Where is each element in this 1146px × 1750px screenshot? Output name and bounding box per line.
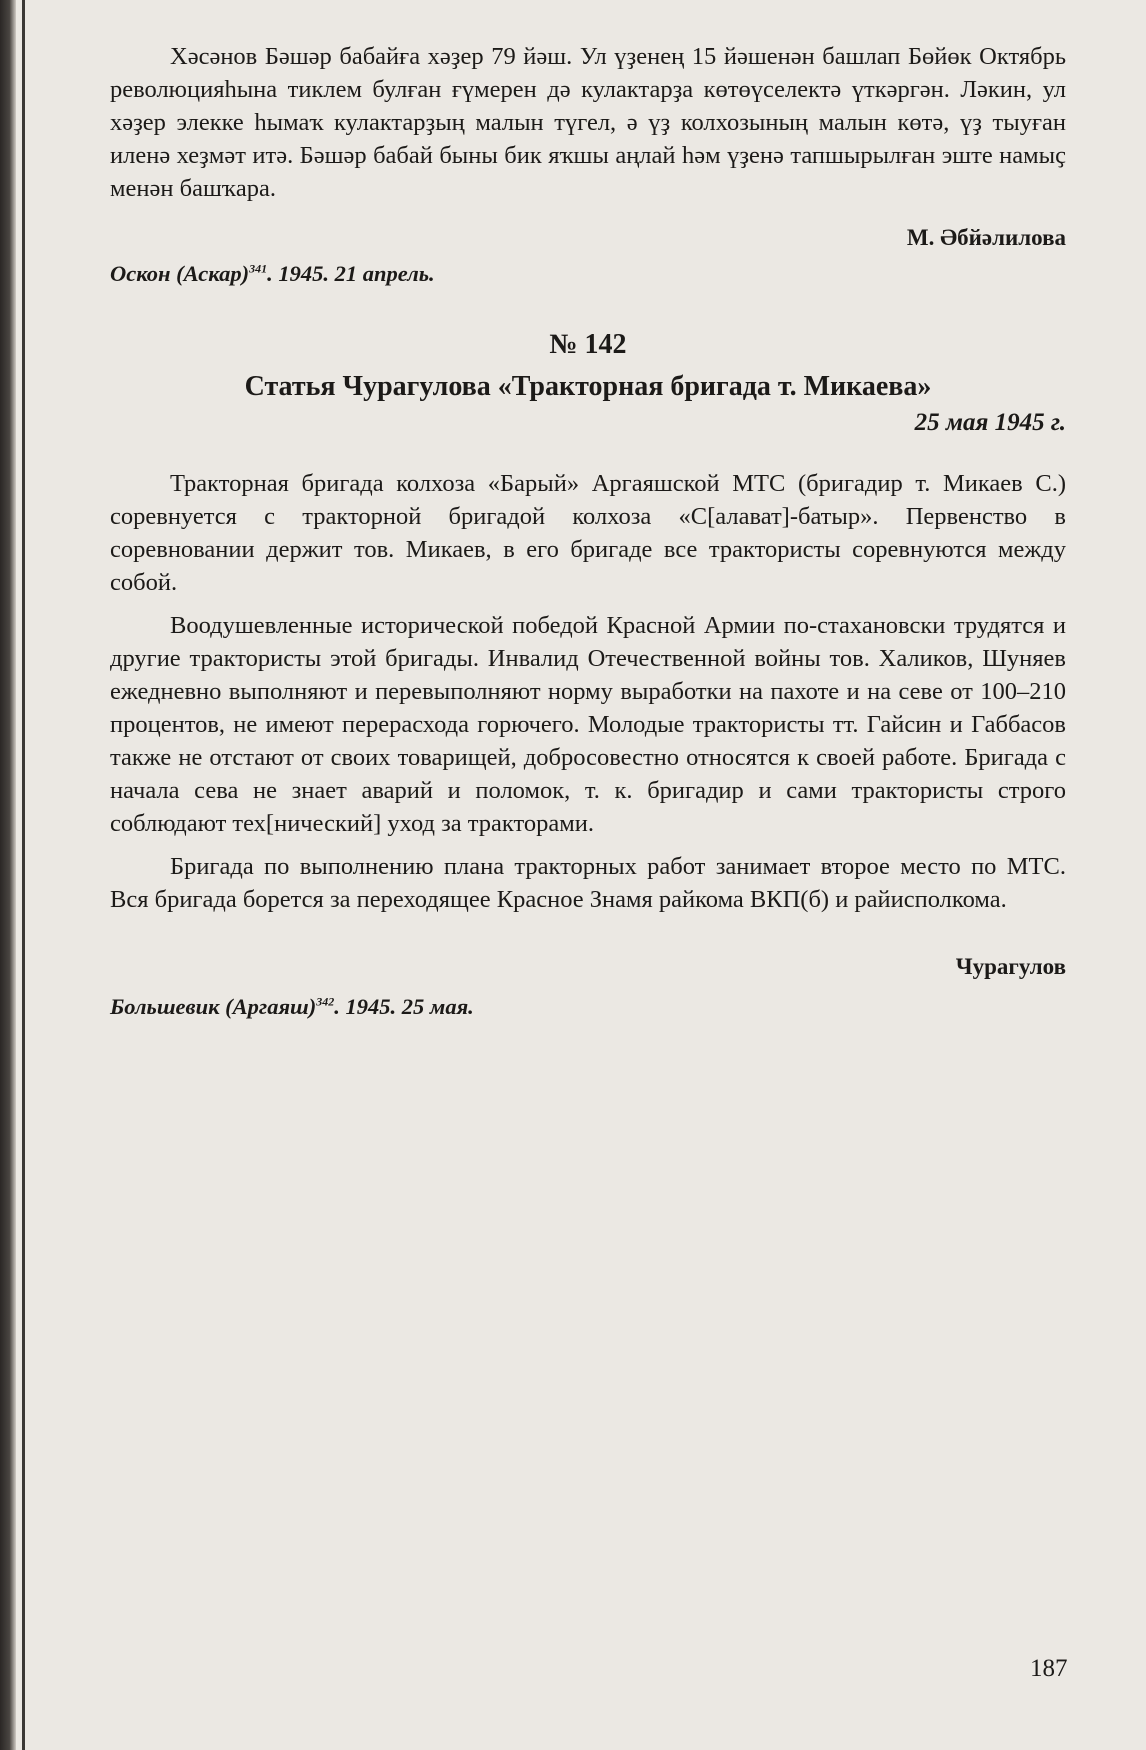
footnote-341: 341 xyxy=(249,261,268,276)
bashkir-paragraph: Хәсәнов Бәшәр бабайға хәҙер 79 йәш. Ул үҙенең 15 йәшенән башлап Бөйөк Октябрь революцияһына тиклем булған ғүмерен дә кулактарҙа көтөүселектә үткәргән. Ләкин, ул хәҙер элекке һымаҡ кулактарҙың малын түгел, ә үҙ колхозының малын көтә, үҙ тыуған иленә хеҙмәт итә. Бәшәр бабай быны бик яҡшы аңлай һәм үҙенә тапшырылған эште намыҫ менән башҡара. xyxy=(110,43,1066,202)
document-date: 25 мая 1945 г. xyxy=(914,409,1066,436)
article-paragraph-3: Бригада по выполнению плана тракторных работ занимает второе место по МТС. Вся бригада борется за переходящее Красное Знамя райкома ВКП(б) и райисполкома. xyxy=(110,853,1066,913)
article-body xyxy=(110,467,1066,916)
source-1-name: Оскон (Аскар) xyxy=(110,261,250,286)
source-line-1 xyxy=(110,261,1066,287)
page-content xyxy=(110,40,1066,1020)
article-paragraph-2: Воодушевленные исторической победой Красной Армии по-стахановски трудятся и другие трактористы этой бригады. Инвалид Отечественной войны тов. Халиков, Шуняев ежедневно выполняют и перевыполняют норму выработки на пахоте и на севе от 100–210 процентов, не имеют перерасхода горючего. Молодые трактористы тт. Гайсин и Габбасов также не отстают от своих товарищей, добросовестно относятся к своей работе. Бригада с начала сева не знает аварий и поломок, т. к. бригадир и сами трактористы строго соблюдают тех[нический] уход за тракторами. xyxy=(110,612,1066,837)
document-number: № 142 xyxy=(549,329,627,360)
source-1-date: . 1945. 21 апрель. xyxy=(267,261,435,286)
source-2-date: . 1945. 25 мая. xyxy=(334,994,474,1019)
article-paragraph-1: Тракторная бригада колхоза «Барый» Аргаяшской МТС (бригадир т. Микаев С.) соревнуется с тракторной бригадой колхоза «С[алават]-батыр». Первенство в соревновании держит тов. Микаев, в его бригаде все трактористы соревнуются между собой. xyxy=(110,470,1066,596)
signature-churagulov: Чурагулов xyxy=(955,954,1066,979)
page-number: 187 xyxy=(1030,1655,1068,1682)
spine-edge-line xyxy=(22,0,25,1750)
footnote-342: 342 xyxy=(316,994,335,1009)
signature-abyalilova: М. Әбйәлилова xyxy=(906,225,1066,250)
source-line-2 xyxy=(110,994,1066,1020)
book-spine xyxy=(0,0,16,1750)
document-title: Статья Чурагулова «Тракторная бригада т. Микаева» xyxy=(244,371,932,402)
source-2-name: Большевик (Аргаяш) xyxy=(110,994,317,1019)
